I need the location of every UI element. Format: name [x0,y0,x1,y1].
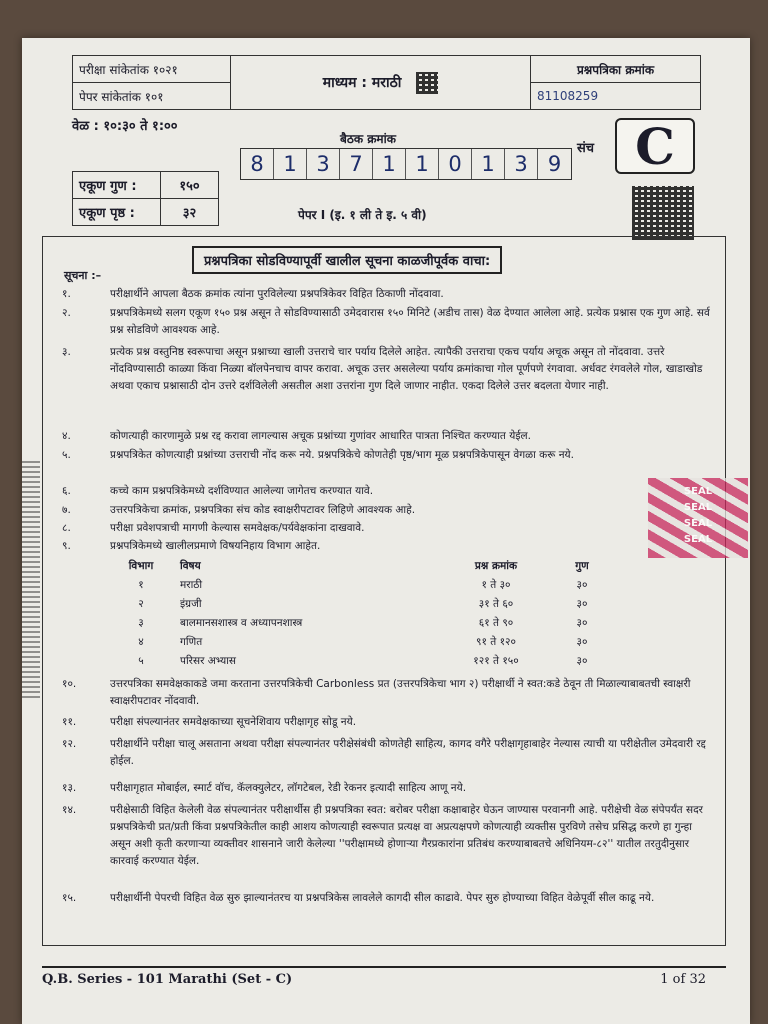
seat-label: बैठक क्रमांक [340,132,396,146]
seat-digit: 1 [406,149,439,179]
instruction-item: ८. परीक्षा प्रवेशपत्राची मागणी केल्यास समवेक्षक/पर्यवेक्षकांना दाखवावे. [62,522,365,534]
instructions-title: प्रश्नपत्रिका सोडविण्यापूर्वी खालील सूचना काळजीपूर्वक वाचा: [192,246,502,274]
instruction-item: ५. प्रश्नपत्रिकेत कोणत्याही प्रश्नांच्या उत्तराची नोंद करू नये. प्रश्नपत्रिकेचे कोणतेही पृष्ठ/भाग मूळ प्रश्नपत्रिकेपासून वेगळा करू नये. [62,449,574,461]
table-row: ५ परिसर अभ्यास १२१ ते १५० ३० [138,654,588,667]
page-footer [42,966,726,987]
seat-digit: 3 [307,149,340,179]
instruction-item: ६. कच्चे काम प्रश्नपत्रिकेमध्ये दर्शविण्यात आलेल्या जागेतच करण्यात यावे. [62,485,374,497]
set-label: संच [577,141,595,156]
subject-table [102,556,622,670]
exam-code: परीक्षा सांकेतांक १०२१ [73,56,231,83]
question-paper-page [22,38,750,1024]
booklet-label: प्रश्नपत्रिका क्रमांक [531,56,701,83]
instruction-item: १२. परीक्षार्थीने परीक्षा चालू असताना अथवा परीक्षा संपल्यानंतर परीक्षेसंबंधी कोणतेही साहित्य, कागद वगैरे परीक्षागृहाबाहेर नेल्यास त्याची या परीक्षेतील उमेदवारी रद्द होईल. [62,738,706,767]
seat-digit: 7 [340,149,373,179]
seat-digit: 1 [472,149,505,179]
series-label: Q.B. Series - 101 Marathi (Set - C) [42,972,293,987]
marks-pages-table [72,171,219,226]
seat-digit: 8 [241,149,274,179]
medium-cell [231,56,531,110]
instruction-item: ७. उत्तरपत्रिकेचा क्रमांक, प्रश्नपत्रिका संच कोड स्वाक्षरीपटावर लिहिणे आवश्यक आहे. [62,504,416,516]
subject-table-header: विभाग विषय प्रश्न क्रमांक गुण [128,559,589,572]
table-row: १ मराठी १ ते ३० ३० [138,578,588,591]
header-table [72,55,701,110]
table-row: ३ बालमानसशास्त्र व अध्यापनशास्त्र ६१ ते ९० ३० [138,616,588,629]
total-marks-value: १५० [161,172,219,199]
seat-digit: 1 [373,149,406,179]
instruction-item: ११. परीक्षा संपल्यानंतर समवेक्षकाच्या सूचनेशिवाय परीक्षागृह सोडू नये. [62,716,357,728]
instruction-item: १४. परीक्षेसाठी विहित केलेली वेळ संपल्यानंतर परीक्षार्थीस ही प्रश्नपत्रिका स्वत: बरोबर परीक्षा कक्षाबाहेर घेऊन जाण्यास परवानगी आहे. परीक्षेची वेळ संपेपर्यंत सदर प्रश्नपत्रिकेची प्रत/प्रती किंवा प्रश्नपत्रिकेतील काही आशय कोणत्याही स्वरूपात प्रत्यक्ष वा अप्रत्यक्षपणे कोणत्याही व्यक्तीस पुरविणे तसेच प्रसिद्ध करणे हा गुन्हा असून अशी कृती करणाऱ्या व्यक्तीवर शासनाने जारी केलेल्या ''परीक्षामध्ये होणाऱ्या गैरप्रकारांना प्रतिबंध करण्याबाबतचे अधिनियम-८२'' यातील तरतुदीनुसार कारवाई करण्यात येईल. [62,804,703,867]
seat-digit: 3 [505,149,538,179]
seal-stamp: SEAL SEAL SEAL SEAL [648,478,748,558]
total-pages-label: एकूण पृष्ठ : [73,199,161,226]
total-pages-value: ३२ [161,199,219,226]
instruction-item: ३. प्रत्येक प्रश्न वस्तुनिष्ठ स्वरूपाचा असून प्रश्नाच्या खाली उत्तराचे चार पर्याय दिलेले आहेत. त्यापैकी उत्तराचा एकच पर्याय अचूक असून तो नोंदवावा. उत्तरे नोंदविण्यासाठी काळ्या किंवा निळ्या बॉलपेनचाच वापर करावा. अचूक उत्तर असलेल्या पर्याय क्रमांकाचा गोल पूर्णपणे रंगवावा. अर्धवट रंगवलेले गोल, खाडाखोड अथवा एकाच प्रश्नासाठी दोन उत्तरे दर्शविलेली असतील अशा उत्तरांना गुण दिले जाणार नाहीत. एकदा दिलेले उत्तर बदलता येणार नाही. [62,346,703,392]
medium-label: माध्यम : मराठी [322,74,402,91]
barcode-strip [22,458,40,698]
booklet-number: 81108259 [531,83,701,110]
instruction-item: १५. परीक्षार्थीनी पेपरची विहित वेळ सुरु झाल्यानंतरच या प्रश्नपत्रिकेस लावलेले कागदी सील काढावे. पेपर सुरु होण्याच्या विहित वेळेपूर्वी सील काढू नये. [62,892,655,904]
instruction-item: २. प्रश्नपत्रिकेमध्ये सलग एकूण १५० प्रश्न असून ते सोडविण्यासाठी उमेदवारास १५० मिनिटे (अडीच तास) वेळ देण्यात आलेला आहे. प्रत्येक प्रश्नास एक गुण आहे. सर्व प्रश्न सोडविणे आवश्यक आहे. [62,307,710,336]
table-row: २ इंग्रजी ३१ ते ६० ३० [138,597,588,610]
seat-digit: 1 [274,149,307,179]
instruction-item: १३. परीक्षागृहात मोबाईल, स्मार्ट वॉच, कॅलक्युलेटर, लॉगटेबल, रेडी रेकनर इत्यादी साहित्य आणू नये. [62,782,467,794]
time-label: वेळ : १०:३० ते १:०० [72,119,178,134]
seat-number-boxes [240,148,572,180]
table-row: ४ गणित ९१ ते १२० ३० [138,635,588,648]
instruction-item: १. परीक्षार्थीने आपला बैठक क्रमांक त्यांना पुरविलेल्या प्रश्नपत्रिकेवर विहित ठिकाणी नोंदवावा. [62,288,444,300]
seat-digit: 9 [547,152,562,176]
instruction-item: ९. प्रश्नपत्रिकेमध्ये खालीलप्रमाणे विषयनिहाय विभाग आहेत. [62,540,321,552]
notes-label: सूचना :– [64,269,102,282]
total-marks-label: एकूण गुण : [73,172,161,199]
paper-code: पेपर सांकेतांक १०१ [73,83,231,110]
small-qr-code-icon [416,72,438,94]
instruction-item: ४. कोणत्याही कारणामुळे प्रश्न रद्द करावा लागल्यास अचूक प्रश्नांच्या गुणांवर आधारित पात्रता निश्चित करण्यात येईल. [62,430,531,442]
set-value: C [615,118,695,174]
paper-info: पेपर I (इ. १ ली ते इ. ५ वी) [298,208,427,222]
instruction-item: १०. उत्तरपत्रिका समवेक्षकाकडे जमा करताना उत्तरपत्रिकेची Carbonless प्रत (उत्तरपत्रिकेचा भाग २) परीक्षार्थी ने स्वत:कडे ठेवून ती मिळाल्याबाबतची स्वाक्षरी स्वाक्षरीपटावर नोंदवावी. [62,678,691,707]
qr-code-icon [632,186,694,240]
page-number: 1 of 32 [660,972,706,987]
seat-digit: 0 [439,149,472,179]
